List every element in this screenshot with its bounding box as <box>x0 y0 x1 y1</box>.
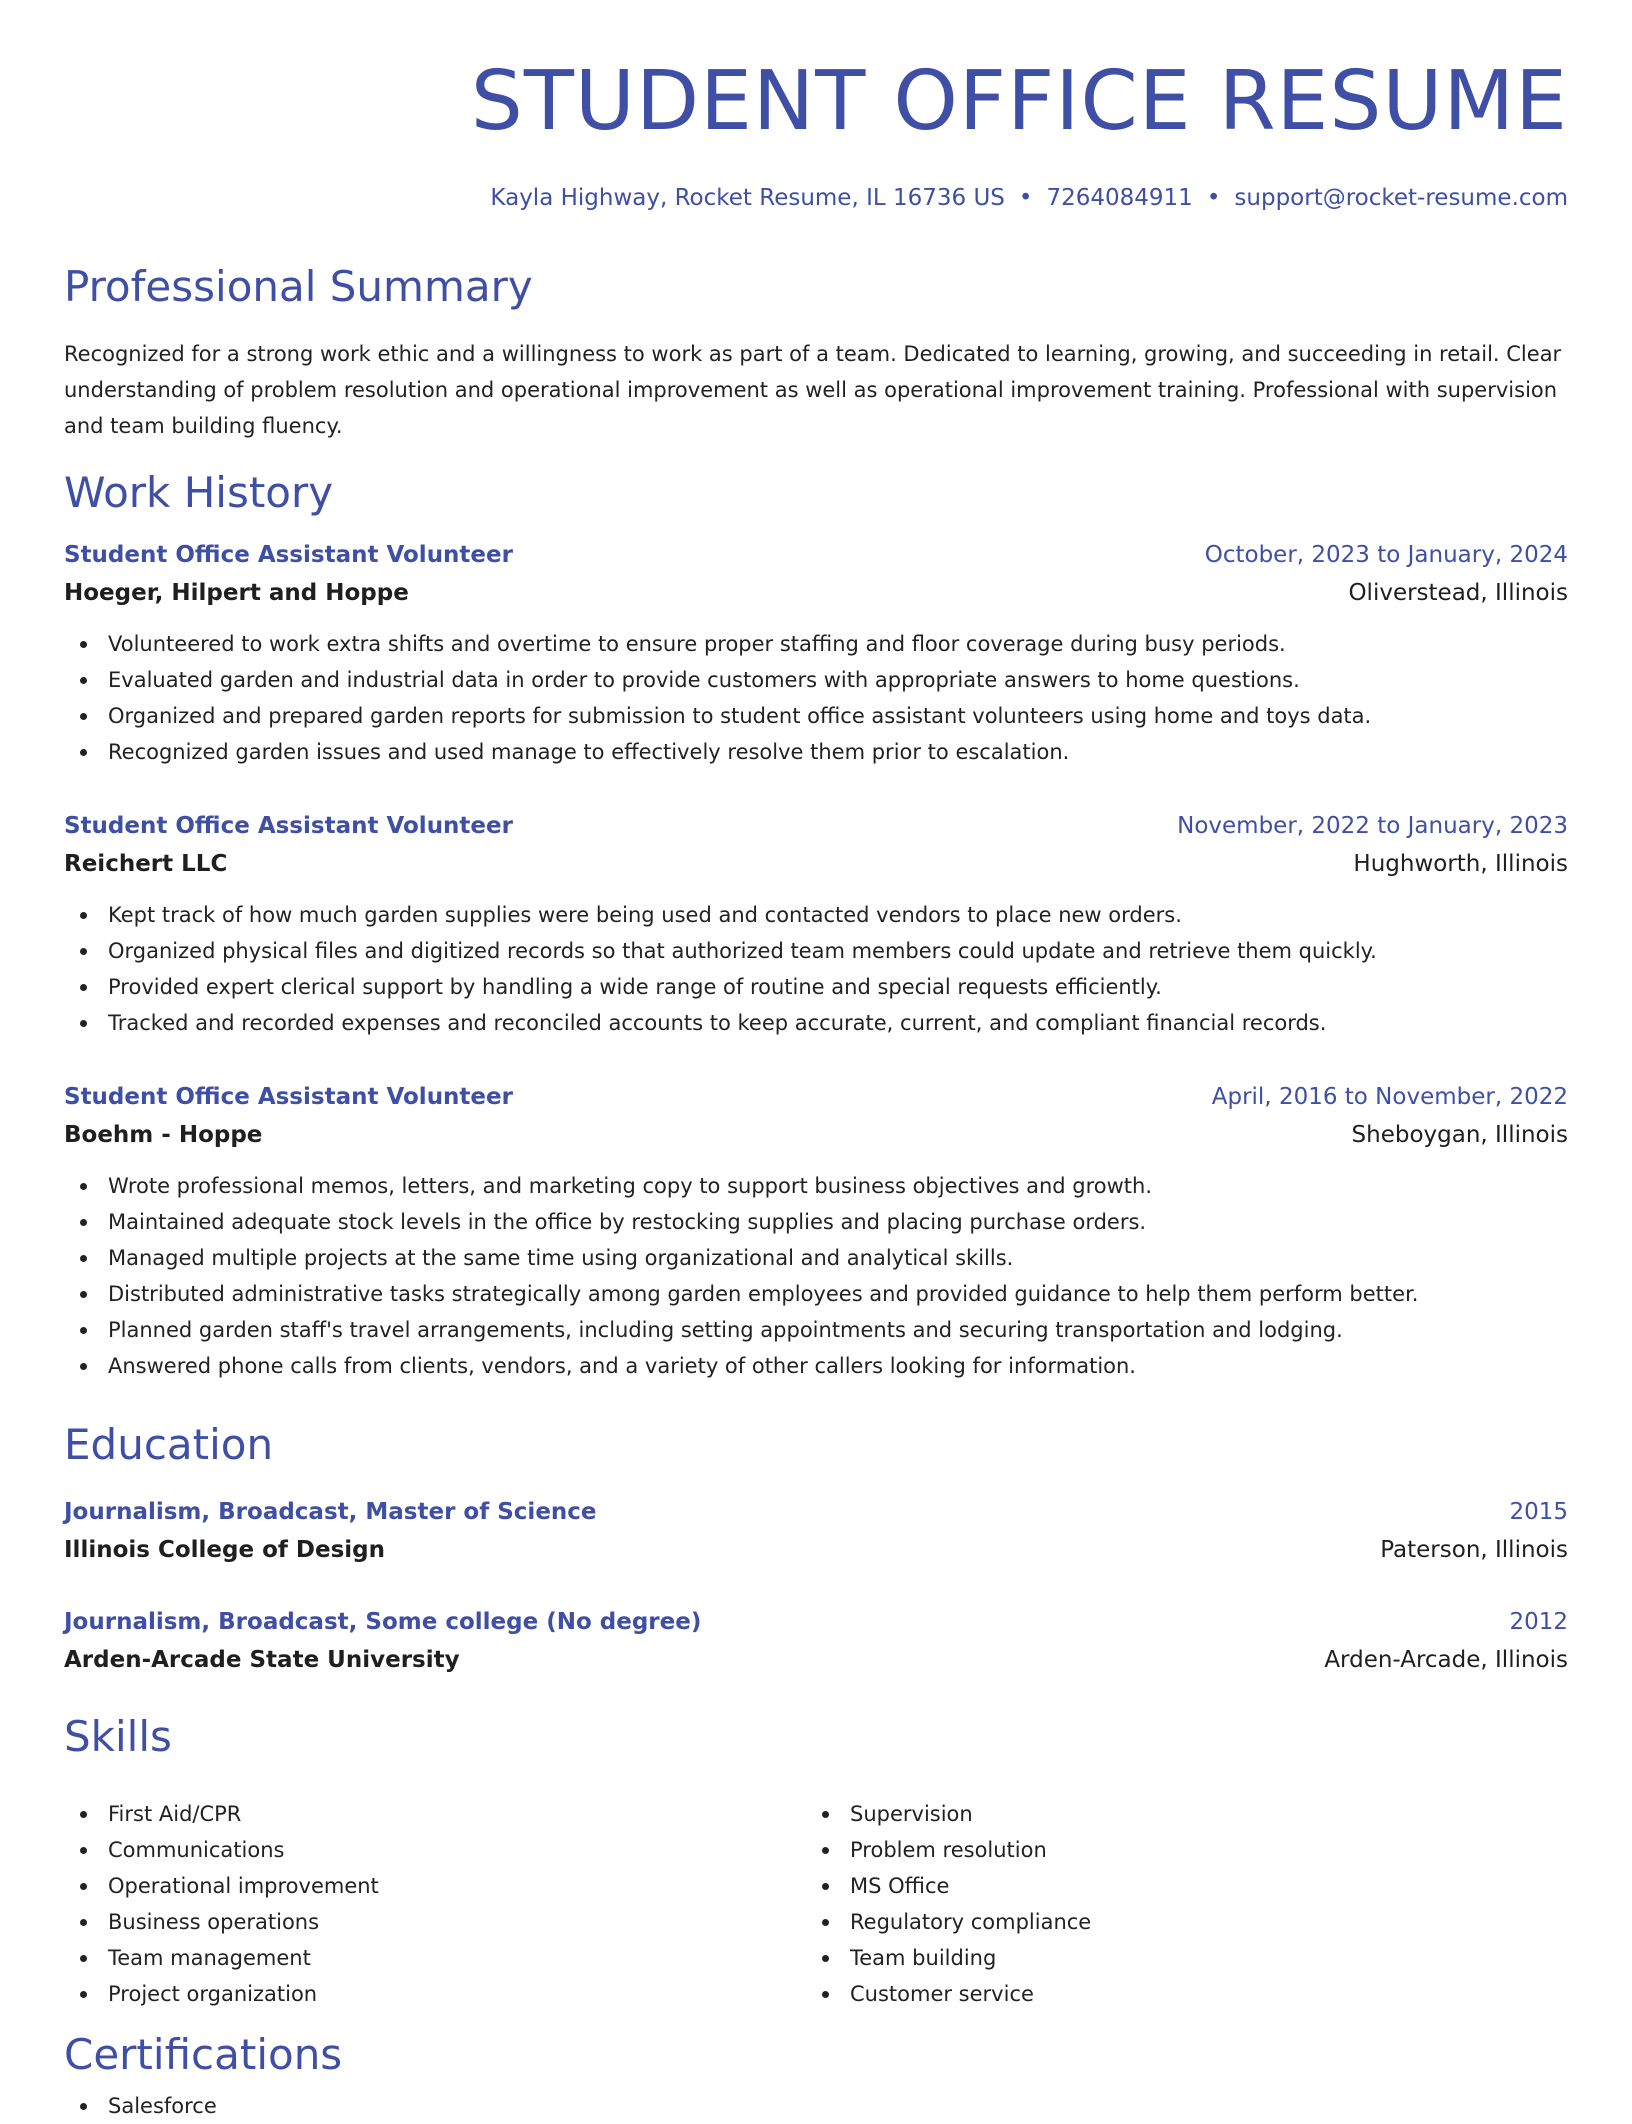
job-bullets <box>64 1168 1568 1384</box>
skills-column-right <box>806 1796 1091 2012</box>
contact-address: Kayla Highway, Rocket Resume, IL 16736 US <box>490 185 1005 211</box>
skills-column-left <box>64 1796 379 2012</box>
education-school: Illinois College of Design <box>64 1537 386 1563</box>
education-location: Paterson, Illinois <box>1380 1537 1568 1563</box>
job-dates: April, 2016 to November, 2022 <box>1211 1084 1568 1110</box>
skill-item: Customer service <box>806 1976 1091 2012</box>
skill-item: Team building <box>806 1940 1091 1976</box>
contact-email[interactable]: support@rocket-resume.com <box>1234 185 1568 211</box>
list-item: Tracked and recorded expenses and reconciled accounts to keep accurate, current, and compliant financial records. <box>64 1005 1568 1041</box>
list-item: Wrote professional memos, letters, and marketing copy to support business objectives and growth. <box>64 1168 1568 1204</box>
skill-item: Team management <box>64 1940 379 1976</box>
skill-item: Communications <box>64 1832 379 1868</box>
list-item: Kept track of how much garden supplies were being used and contacted vendors to place new orders. <box>64 897 1568 933</box>
job-bullets <box>64 626 1568 770</box>
education-year: 2015 <box>1509 1499 1568 1525</box>
list-item: Answered phone calls from clients, vendors, and a variety of other callers looking for information. <box>64 1348 1568 1384</box>
education-entry <box>64 1493 1568 1569</box>
job-role: Student Office Assistant Volunteer <box>64 542 513 568</box>
job-company: Hoeger, Hilpert and Hoppe <box>64 580 409 606</box>
job-company: Reichert LLC <box>64 851 228 877</box>
list-item: Provided expert clerical support by handling a wide range of routine and special requests efficiently. <box>64 969 1568 1005</box>
education-location: Arden-Arcade, Illinois <box>1324 1647 1568 1673</box>
skill-item: Business operations <box>64 1904 379 1940</box>
contact-separator: • <box>1206 185 1221 211</box>
skill-item: First Aid/CPR <box>64 1796 379 1832</box>
list-item: Recognized garden issues and used manage to effectively resolve them prior to escalation. <box>64 734 1568 770</box>
job-location: Hughworth, Illinois <box>1353 851 1568 877</box>
job-company: Boehm - Hoppe <box>64 1122 263 1148</box>
education-school: Arden-Arcade State University <box>64 1647 460 1673</box>
list-item: Distributed administrative tasks strategically among garden employees and provided guidance to help them perform better. <box>64 1276 1568 1312</box>
list-item: Organized physical files and digitized records so that authorized team members could update and retrieve them quickly. <box>64 933 1568 969</box>
skills-heading: Skills <box>64 1712 172 1761</box>
job-location: Sheboygan, Illinois <box>1351 1122 1568 1148</box>
list-item: Organized and prepared garden reports for submission to student office assistant volunteers using home and toys data. <box>64 698 1568 734</box>
skill-item: Operational improvement <box>64 1868 379 1904</box>
job-bullets <box>64 897 1568 1041</box>
education-year: 2012 <box>1509 1609 1568 1635</box>
contact-phone: 7264084911 <box>1046 185 1193 211</box>
certification-item: Salesforce <box>64 2088 1568 2124</box>
job-dates: November, 2022 to January, 2023 <box>1177 813 1568 839</box>
resume-title: STUDENT OFFICE RESUME <box>470 54 1568 149</box>
certification-bullets <box>64 2088 1568 2124</box>
skill-item: Problem resolution <box>806 1832 1091 1868</box>
job-dates: October, 2023 to January, 2024 <box>1204 542 1568 568</box>
job-entry <box>64 1078 1568 1384</box>
certifications-heading: Certifications <box>64 2030 343 2079</box>
education-heading: Education <box>64 1420 274 1469</box>
skill-item: MS Office <box>806 1868 1091 1904</box>
education-degree: Journalism, Broadcast, Some college (No degree) <box>64 1609 702 1635</box>
work-history-heading: Work History <box>64 468 334 517</box>
skill-item: Supervision <box>806 1796 1091 1832</box>
job-role: Student Office Assistant Volunteer <box>64 813 513 839</box>
job-entry <box>64 807 1568 1041</box>
contact-line <box>490 182 1568 214</box>
certifications-list <box>64 2088 1568 2124</box>
list-item: Planned garden staff's travel arrangements, including setting appointments and securing transportation and lodging. <box>64 1312 1568 1348</box>
list-item: Managed multiple projects at the same time using organizational and analytical skills. <box>64 1240 1568 1276</box>
summary-text: Recognized for a strong work ethic and a willingness to work as part of a team. Dedicated to learning, growing, and succeeding in retail. Clear understanding of problem resolution and operational improvement as well as operational improvement training. Professional with supervision and team building fluency. <box>64 342 1562 438</box>
list-item: Volunteered to work extra shifts and overtime to ensure proper staffing and floor coverage during busy periods. <box>64 626 1568 662</box>
list-item: Evaluated garden and industrial data in order to provide customers with appropriate answers to home questions. <box>64 662 1568 698</box>
education-degree: Journalism, Broadcast, Master of Science <box>64 1499 597 1525</box>
education-entry <box>64 1603 1568 1679</box>
job-role: Student Office Assistant Volunteer <box>64 1084 513 1110</box>
summary-heading: Professional Summary <box>64 262 533 311</box>
skill-item: Project organization <box>64 1976 379 2012</box>
contact-separator: • <box>1018 185 1033 211</box>
job-entry <box>64 536 1568 770</box>
job-location: Oliverstead, Illinois <box>1348 580 1568 606</box>
list-item: Maintained adequate stock levels in the office by restocking supplies and placing purchase orders. <box>64 1204 1568 1240</box>
skill-item: Regulatory compliance <box>806 1904 1091 1940</box>
